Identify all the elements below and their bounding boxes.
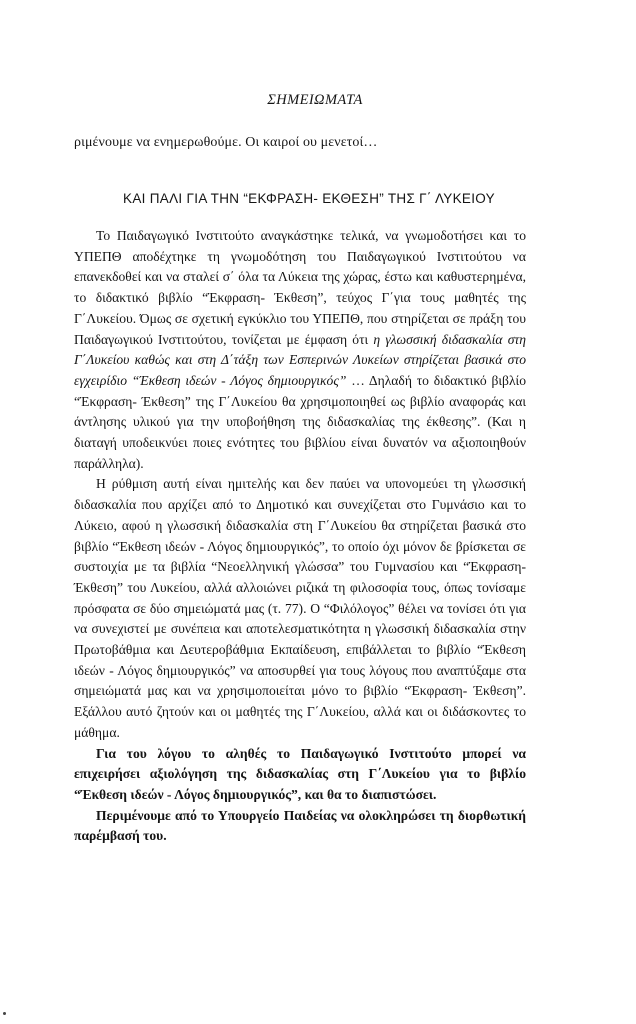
paragraph-4: Περιμένουμε από το Υπουργείο Παιδείας να ολοκληρώσει τη διορθωτική παρέμβασή του. bbox=[74, 807, 526, 844]
paragraph-1-emphasis: η γλωσσική διδασκαλία στη Γ΄Λυκείου καθώς και στη Δ΄τάξη των Εσπερινών Λυκείων στηρίζεται βασικά στο εγχειρίδιο “Έκθεση ιδεών - Λόγος δημιουργικός” bbox=[74, 331, 527, 388]
article-title: ΚΑΙ ΠΑΛΙ ΓΙΑ ΤΗΝ “ΕΚΦΡΑΣΗ- ΕΚΘΕΣΗ” ΤΗΣ Γ΄ ΛΥΚΕΙΟΥ bbox=[123, 191, 495, 206]
paragraph-3: Για του λόγου το αληθές το Παιδαγωγικό Ινστιτούτο μπορεί να επιχειρήσει αξιολόγηση της διδασκαλίας στη Γ΄Λυκείου για το βιβλίο “Έκθεση ιδεών - Λόγος δημιουργικός”, και θα το διαπιστώσει. bbox=[74, 745, 526, 802]
article-body bbox=[74, 226, 526, 847]
scan-speck bbox=[3, 1012, 6, 1015]
running-header: ΣΗΜΕΙΩΜΑΤΑ bbox=[267, 92, 363, 108]
paragraph-2: Η ρύθμιση αυτή είναι ημιτελής και δεν παύει να υπονομεύει τη γλωσσική διδασκαλία που αρχίζει από το Δημοτικό και συνεχίζεται στο Γυμνάσιο και το Λύκειο, αφού η γλωσσική διδασκαλία στη Γ΄Λυκείου θα στηρίζεται βασικά στο βιβλίο “Έκθεση ιδεών - Λόγος δημιουργικός”, το οποίο όχι μόνον δε βρίσκεται σε συστοιχία με τα βιβλία “Νεοελληνική γλώσσα” του Γυμνασίου και “Έκφραση- Έκθεση” του Λυκείου, αλλά αλλοιώνει ριζικά τη φιλοσοφία τους, όπως τονίσαμε πρόσφατα σε δύο σημειώματά μας (τ. 77). Ο “Φιλόλογος” θέλει να τονίσει ότι για να συνεχιστεί με συνέπεια και αποτελεσματικότητα η γλωσσική διδασκαλία στην Πρωτοβάθμια και Δευτεροβάθμια Εκπαίδευση, επιβάλλεται το βιβλίο “Έκθεση ιδεών - Λόγος δημιουργικός” να αποσυρθεί για τους λόγους που αναπτύξαμε στα σημειώματά μας και να χρησιμοποιείται μόνο το βιβλίο “Έκφραση- Έκθεση”. Εξάλλου αυτό ζητούν και οι μαθητές της Γ΄Λυκείου, αλλά και οι διδάσκοντες το μάθημα. bbox=[74, 476, 526, 740]
paragraph-1-part-a: Το Παιδαγωγικό Ινστιτούτο αναγκάστηκε τελικά, να γνωμοδοτήσει και το ΥΠΕΠΘ αποδέχτηκε τη γνωμοδότηση του Παιδαγωγικού Ινστιτούτου να επανεκδοθεί και να σταλεί σ΄ όλα τα Λύκεια της χώρας, έστω και καθυστερημένα, το διδακτικό βιβλίο “Έκφραση- Έκθεση”, τεύχος Γ΄για τους μαθητές της Γ΄Λυκείου. Όμως σε σχετική εγκύκλιο του ΥΠΕΠΘ, που στηρίζεται σε πράξη του Παιδαγωγικού Ινστιτούτου, τονίζεται με έμφαση ότι bbox=[74, 228, 526, 347]
carryover-line: ριμένουμε να ενημερωθούμε. Οι καιροί ου μενετοί… bbox=[74, 135, 378, 150]
paragraph-1-part-b: … Δηλαδή το διδακτικό βιβλίο “Έκφραση- Έκθεση” της Γ΄Λυκείου θα χρησιμοποιηθεί ως βιβλίο αναφοράς και άντλησης υλικού για την υποβοήθηση της διδασκαλίας της έκθεσης”. (Και η διαταγή υποδεικνύει ποιες ενότητες του βιβλίου είναι δυνατόν να αξιοποιηθούν παράλληλα). bbox=[74, 372, 526, 471]
paragraph-1 bbox=[74, 226, 526, 474]
